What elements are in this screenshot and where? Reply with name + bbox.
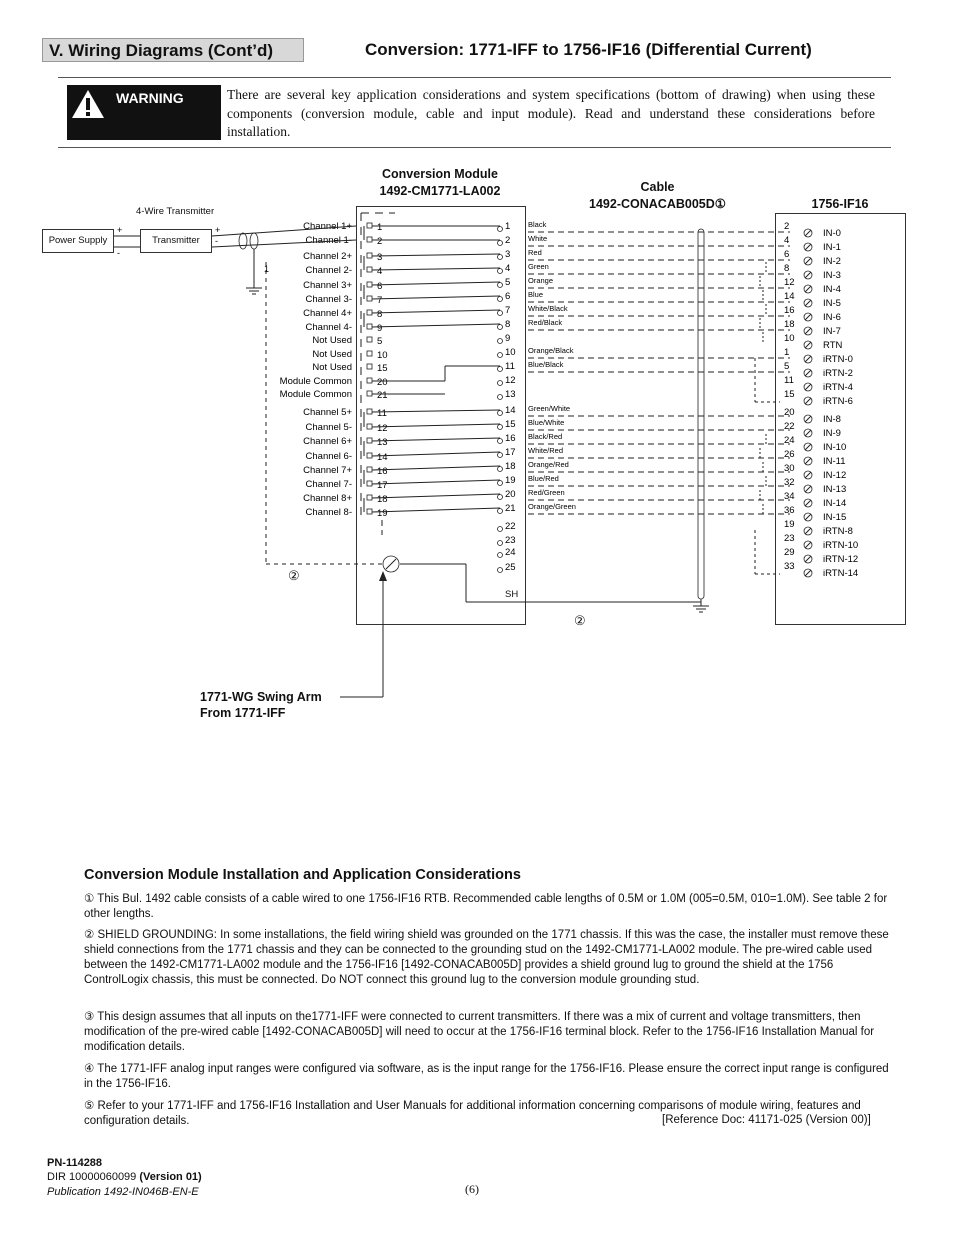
notes-title: Conversion Module Installation and Application Considerations [84, 867, 521, 883]
cm-output-terminal: 22 [505, 521, 516, 532]
shield-terminal-label: SH [505, 589, 519, 600]
if16-terminal-number: 11 [784, 375, 794, 386]
if16-terminal-label: iRTN-14 [823, 568, 859, 579]
if16-terminal-label: IN-4 [823, 284, 841, 295]
terminal-screw-icon [367, 364, 372, 369]
wire-color-label: Orange/Red [528, 460, 569, 469]
cm-output-terminal: 8 [505, 319, 511, 330]
if16-terminal-label: IN-15 [823, 512, 847, 523]
cm-input-terminal: 3 [377, 252, 383, 263]
output-terminal-icon [498, 241, 503, 246]
terminal-screw-icon [367, 351, 372, 356]
terminal-screw-icon [367, 467, 372, 472]
channel-label: Not Used [312, 349, 352, 360]
cm-output-terminal: 19 [505, 475, 516, 486]
terminal-screw-icon [367, 424, 372, 429]
channel-label: Channel 4+ [303, 308, 352, 319]
terminal-screw-icon [367, 509, 372, 514]
swing-arm-caption [200, 689, 322, 721]
wire-color-label: Orange/Black [528, 346, 574, 355]
if16-terminal-number: 18 [784, 319, 795, 330]
if16-terminal-number: 33 [784, 561, 795, 572]
plus-sign: + [117, 225, 123, 235]
output-terminal-icon [498, 353, 503, 358]
plus-sign: + [215, 225, 221, 235]
output-terminal-icon [498, 541, 503, 546]
wire-color-label: Green/White [528, 404, 571, 413]
cm-input-terminal: 11 [377, 408, 387, 419]
output-terminal-icon [498, 227, 503, 232]
conversion-module-wire [372, 282, 500, 285]
cable-shield-sheath [698, 229, 704, 599]
output-terminal-icon [498, 255, 503, 260]
output-terminal-icon [498, 453, 503, 458]
conversion-module-wire [372, 438, 500, 441]
if16-terminal-number: 22 [784, 421, 795, 432]
conversion-module-wire [372, 254, 500, 256]
cm-input-terminal: 1 [377, 222, 383, 233]
cm-output-terminal: 6 [505, 291, 511, 302]
cm-output-terminal: 14 [505, 405, 516, 416]
if16-terminal-label: iRTN-10 [823, 540, 859, 551]
if16-terminal-number: 12 [784, 277, 795, 288]
note-marker-right: ② [574, 613, 586, 628]
cm-input-terminal: 10 [377, 350, 388, 361]
channel-label: Module Common [279, 389, 352, 400]
output-terminal-icon [498, 439, 503, 444]
wire-color-label: Orange/Green [528, 502, 576, 511]
cm-output-terminal: 15 [505, 419, 516, 430]
conversion-module-wire [372, 466, 500, 470]
channel-label: Channel 7- [305, 479, 352, 490]
channel-label: Channel 3- [305, 294, 352, 305]
channel-label: Not Used [312, 362, 352, 373]
cm-input-terminal: 2 [377, 236, 383, 247]
warning-label: WARNING [116, 90, 184, 106]
cm-output-terminal: 3 [505, 249, 511, 260]
output-terminal-icon [498, 568, 503, 573]
if16-terminal-number: 1 [784, 347, 790, 358]
channel-label: Channel 8- [305, 507, 352, 518]
channel-label: Channel 7+ [303, 465, 352, 476]
cm-output-terminal: 1 [505, 221, 511, 232]
if16-terminal-number: 14 [784, 291, 795, 302]
if16-terminal-number: 8 [784, 263, 790, 274]
if16-terminal-number: 10 [784, 333, 795, 344]
shield-icon [250, 233, 258, 249]
output-terminal-icon [498, 425, 503, 430]
if16-terminal-label: iRTN-0 [823, 354, 853, 365]
cm-input-terminal: 21 [377, 390, 388, 401]
terminal-screw-icon [367, 223, 372, 228]
output-terminal-icon [498, 325, 503, 330]
cm-input-terminal: 17 [377, 480, 388, 491]
cm-output-terminal: 17 [505, 447, 516, 458]
output-terminal-icon [498, 495, 503, 500]
reference-doc: [Reference Doc: 41171-025 (Version 00)] [662, 1114, 871, 1126]
terminal-screw-icon [367, 481, 372, 486]
if16-terminal-label: IN-5 [823, 298, 841, 309]
channel-label: Channel 5- [305, 422, 352, 433]
channel-label: Channel 8+ [303, 493, 352, 504]
cm-input-terminal: 7 [377, 295, 383, 306]
wire-color-label: Green [528, 262, 549, 271]
arrow-icon [379, 571, 387, 581]
note-4: ④ The 1771-IFF analog input ranges were configured via software, as is the input range for the 1756-IF16. Please ensure the correct input range is configured in the 1756-IF16. [84, 1063, 889, 1090]
if16-terminal-label: IN-1 [823, 242, 841, 253]
footer-dir-version: (Version 01) [139, 1171, 202, 1183]
wire-color-label: Black [528, 220, 547, 229]
cm-output-terminal: 20 [505, 489, 516, 500]
if16-terminal-number: 5 [784, 361, 790, 372]
terminal-screw-icon [367, 453, 372, 458]
note-1: ① This Bul. 1492 cable consists of a cable wired to one 1756-IF16 RTB. Recommended cable lengths of 0.5M or 1.0M (005=0.5M, 010=1.0M). See table 2 for other lengths. [84, 893, 888, 920]
output-terminal-icon [498, 553, 503, 558]
if16-terminal-number: 32 [784, 477, 795, 488]
channel-label: Not Used [312, 335, 352, 346]
terminal-screw-icon [367, 409, 372, 414]
cm-output-terminal: 13 [505, 389, 516, 400]
shield-number: 1 [264, 264, 270, 274]
transmitter-box: Transmitter [140, 229, 212, 253]
output-terminal-icon [498, 395, 503, 400]
if16-terminal-label: IN-0 [823, 228, 841, 239]
page-number: (6) [465, 1182, 479, 1196]
wire-color-label: Blue/White [528, 418, 565, 427]
terminal-screw-icon [367, 310, 372, 315]
cm-input-terminal: 12 [377, 423, 388, 434]
wire-color-label: Black/Red [528, 432, 563, 441]
wire-color-label: Blue [528, 290, 544, 299]
cm-input-terminal: 15 [377, 363, 388, 374]
if16-terminal-label: iRTN-12 [823, 554, 859, 565]
wire-color-label: Red [528, 248, 542, 257]
if16-terminal-label: IN-6 [823, 312, 841, 323]
cm-input-terminal: 4 [377, 266, 383, 277]
if16-terminal-label: IN-13 [823, 484, 847, 495]
terminal-screw-icon [367, 391, 372, 396]
wire-color-label: White/Black [528, 304, 568, 313]
cm-output-terminal: 11 [505, 361, 515, 372]
cm-output-terminal: 5 [505, 277, 511, 288]
cm-input-terminal: 20 [377, 377, 388, 388]
terminal-screw-icon [367, 324, 372, 329]
if16-terminal-number: 6 [784, 249, 790, 260]
channel-label: Channel 3+ [303, 280, 352, 291]
wire-color-label: Orange [528, 276, 554, 285]
channel-label: Channel 1- [305, 235, 352, 246]
if16-terminal-number: 29 [784, 547, 795, 558]
if16-terminal-label: iRTN-6 [823, 396, 853, 407]
if16-terminal-number: 24 [784, 435, 795, 446]
output-terminal-icon [498, 339, 503, 344]
terminal-screw-icon [367, 267, 372, 272]
if16-terminal-label: RTN [823, 340, 843, 351]
footer-pn: PN-114288 [47, 1157, 103, 1169]
if16-terminal-number: 20 [784, 407, 795, 418]
cm-input-terminal: 19 [377, 508, 388, 519]
conversion-module-caption-line1: Conversion Module [382, 167, 498, 181]
cm-input-terminal: 13 [377, 437, 388, 448]
if16-terminal-label: IN-8 [823, 414, 841, 425]
channel-label: Channel 5+ [303, 407, 352, 418]
if16-caption: 1756-IF16 [811, 197, 869, 211]
cm-output-terminal: 10 [505, 347, 516, 358]
conversion-module-caption-line2: 1492-CM1771-LA002 [379, 184, 501, 198]
terminal-screw-icon [367, 378, 372, 383]
if16-terminal-number: 34 [784, 491, 795, 502]
wire-color-label: Red/Green [528, 488, 565, 497]
cm-output-terminal: 2 [505, 235, 511, 246]
conversion-module-wire [372, 324, 500, 327]
wire-color-label: Blue/Red [528, 474, 559, 483]
output-terminal-icon [498, 283, 503, 288]
page-heading: Conversion: 1771-IFF to 1756-IF16 (Differential Current) [365, 40, 812, 59]
if16-terminal-number: 30 [784, 463, 795, 474]
swing-arm-caption-line2: From 1771-IFF [200, 706, 286, 720]
terminal-screw-icon [367, 495, 372, 500]
swing-arm-caption-line1: 1771-WG Swing Arm [200, 690, 322, 704]
footer-dir [47, 1171, 202, 1183]
output-terminal-icon [498, 381, 503, 386]
conversion-module-wire [372, 268, 500, 270]
output-terminal-icon [498, 509, 503, 514]
wire-color-label: White [528, 234, 548, 243]
if16-terminal-number: 23 [784, 533, 795, 544]
minus-sign: - [117, 248, 120, 258]
footer-dir-number: DIR 10000060099 [47, 1171, 137, 1183]
terminal-screw-icon [367, 337, 372, 342]
note-marker-left: ② [288, 568, 300, 583]
cm-input-terminal: 16 [377, 466, 388, 477]
twist-icon [239, 233, 247, 249]
conversion-module-wire [372, 452, 500, 456]
output-terminal-icon [498, 411, 503, 416]
cm-input-terminal: 18 [377, 494, 388, 505]
terminal-screw-icon [367, 296, 372, 301]
if16-terminal-label: iRTN-8 [823, 526, 853, 537]
cm-output-terminal: 4 [505, 263, 511, 274]
channel-label: Channel 6- [305, 451, 352, 462]
wire-color-label: White/Red [528, 446, 564, 455]
cm-output-terminal: 21 [505, 503, 516, 514]
if16-terminal-label: IN-9 [823, 428, 841, 439]
channel-label: Channel 1+ [303, 221, 352, 232]
if16-terminal-label: IN-10 [823, 442, 847, 453]
cm-input-terminal: 6 [377, 281, 383, 292]
note-5: ⑤ Refer to your 1771-IFF and 1756-IF16 Installation and User Manuals for additional information concerning comparisons of module wiring, features and configuration details. [84, 1100, 861, 1127]
cable-caption-line2: 1492-CONACAB005D① [589, 197, 726, 211]
if16-terminal-number: 26 [784, 449, 795, 460]
cm-output-terminal: 9 [505, 333, 511, 344]
cm-input-terminal: 14 [377, 452, 388, 463]
output-terminal-icon [498, 527, 503, 532]
if16-terminal-number: 36 [784, 505, 795, 516]
conversion-module-wire [372, 424, 500, 427]
if16-terminal-label: IN-7 [823, 326, 841, 337]
cable-caption-line1: Cable [640, 180, 675, 194]
if16-terminal-number: 19 [784, 519, 795, 530]
output-terminal-icon [498, 367, 503, 372]
if16-terminal-label: IN-3 [823, 270, 841, 281]
if16-terminal-label: IN-12 [823, 470, 847, 481]
channel-label: Module Common [279, 376, 352, 387]
conversion-module-wire [372, 296, 500, 299]
output-terminal-icon [498, 481, 503, 486]
minus-sign: - [215, 236, 218, 246]
output-terminal-icon [498, 311, 503, 316]
warning-text: There are several key application considerations and system specifications (bottom of drawing) when using these components (conversion module, cable and input module). Read and understand these considerations before installation. [227, 87, 875, 139]
cm-output-terminal: 18 [505, 461, 516, 472]
transmitter-title: 4-Wire Transmitter [136, 206, 215, 217]
cm-output-terminal: 24 [505, 547, 516, 558]
conversion-module-wire [372, 480, 500, 484]
conversion-module-wire [372, 410, 500, 412]
terminal-screw-icon [367, 438, 372, 443]
cm-input-terminal: 5 [377, 336, 383, 347]
terminal-screw-icon [367, 237, 372, 242]
cm-output-terminal: 25 [505, 562, 516, 573]
if16-terminal-number: 4 [784, 235, 790, 246]
power-supply-box: Power Supply [42, 229, 114, 253]
if16-terminal-label: IN-11 [823, 456, 846, 467]
conversion-module-wire [372, 508, 500, 512]
channel-label: Channel 2+ [303, 251, 352, 262]
note-3: ③ This design assumes that all inputs on the1771-IFF were connected to current transmitters. If there was a mix of current and voltage transmitters, then modification of the pre-wired cable [1492-CONACAB005D] will need to occur at the 1756-IF16 terminal block. Refer to the 1756-IF16 Installation Manual for modification details. [84, 1011, 875, 1053]
note-2: ② SHIELD GROUNDING: In some installations, the field wiring shield was grounded on the 1771 chassis. If this was the case, the installer must remove these shield connections from the 1771 chassis and they can be connected to the grounding stud on the 1492-CM1771-LA002 module. The pre-wired cable used between the 1492-CM1771-LA002 module and the 1756-IF16 [1492-CONACAB005D] provides a shield ground lug to ground the shield at the 1756 ControlLogix chassis, this must be connected. Do NOT connect this ground lug to the conversion module grounding stud. [84, 929, 889, 986]
if16-terminal-label: iRTN-4 [823, 382, 853, 393]
channel-label: Channel 4- [305, 322, 352, 333]
cm-input-terminal: 9 [377, 323, 383, 334]
terminal-screw-icon [367, 282, 372, 287]
if16-terminal-label: IN-14 [823, 498, 847, 509]
output-terminal-icon [498, 467, 503, 472]
if16-terminal-number: 16 [784, 305, 795, 316]
cm-input-terminal: 8 [377, 309, 383, 320]
if16-terminal-label: iRTN-2 [823, 368, 853, 379]
conversion-module-wire [372, 310, 500, 313]
conversion-module-wire [372, 494, 500, 498]
terminal-screw-icon [367, 253, 372, 258]
cm-output-terminal: 12 [505, 375, 516, 386]
output-terminal-icon [498, 269, 503, 274]
footer-publication: Publication 1492-IN046B-EN-E [47, 1186, 199, 1198]
section-title: V. Wiring Diagrams (Cont’d) [42, 38, 304, 62]
output-terminal-icon [498, 297, 503, 302]
cm-output-terminal: 16 [505, 433, 516, 444]
if16-terminal-number: 15 [784, 389, 795, 400]
if16-terminal-number: 2 [784, 221, 790, 232]
cm-output-terminal: 23 [505, 535, 516, 546]
wire-color-label: Red/Black [528, 318, 563, 327]
cm-output-terminal: 7 [505, 305, 511, 316]
channel-label: Channel 2- [305, 265, 352, 276]
if16-terminal-label: IN-2 [823, 256, 841, 267]
wire-color-label: Blue/Black [528, 360, 564, 369]
channel-label: Channel 6+ [303, 436, 352, 447]
